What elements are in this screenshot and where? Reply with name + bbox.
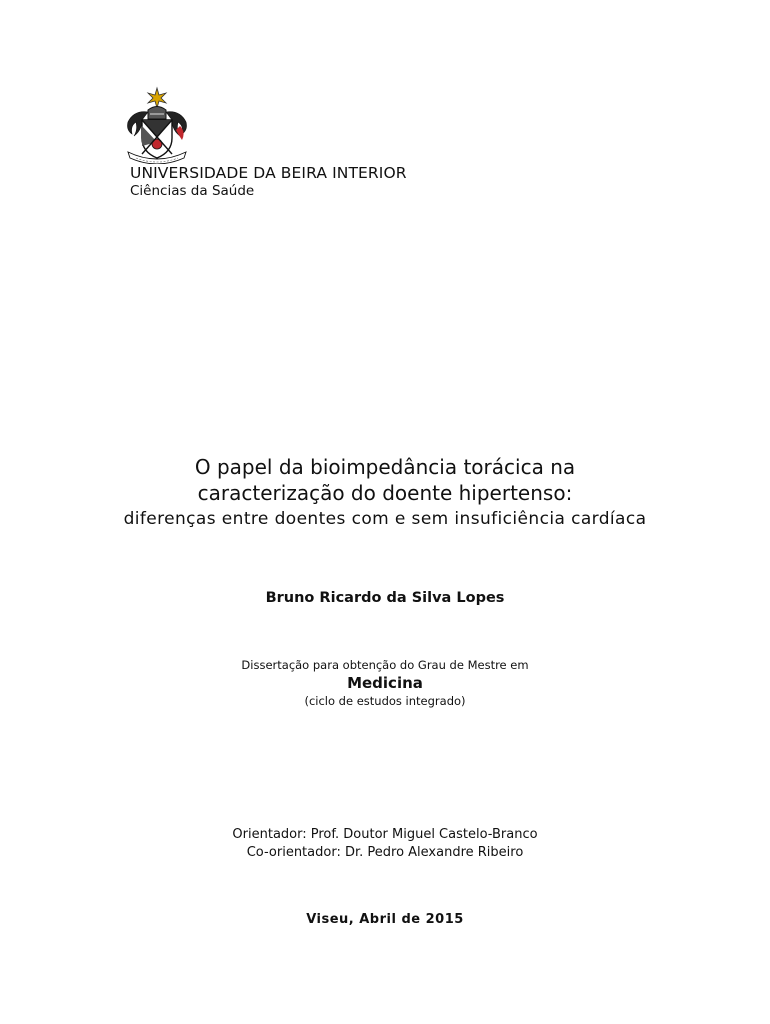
thesis-title-line-2: caracterização do doente hipertenso: <box>197 481 573 505</box>
place-and-date: Viseu, Abril de 2015 <box>306 912 464 927</box>
faculty-name: Ciências da Saúde <box>130 183 255 199</box>
university-crest-icon <box>124 86 190 164</box>
degree-note: (ciclo de estudos integrado) <box>304 694 466 708</box>
degree-field: Medicina <box>347 674 423 692</box>
thesis-subtitle: diferenças entre doentes com e sem insuficiência cardíaca <box>123 509 647 529</box>
thesis-title-line-1: O papel da bioimpedância torácica na <box>194 455 576 479</box>
author-name: Bruno Ricardo da Silva Lopes <box>265 590 505 606</box>
advisor: Orientador: Prof. Doutor Miguel Castelo-Branco <box>232 827 538 842</box>
co-advisor: Co-orientador: Dr. Pedro Alexandre Ribeiro <box>246 845 524 860</box>
degree-statement: Dissertação para obtenção do Grau de Mestre em <box>241 658 529 672</box>
university-name: UNIVERSIDADE DA BEIRA INTERIOR <box>130 164 407 182</box>
